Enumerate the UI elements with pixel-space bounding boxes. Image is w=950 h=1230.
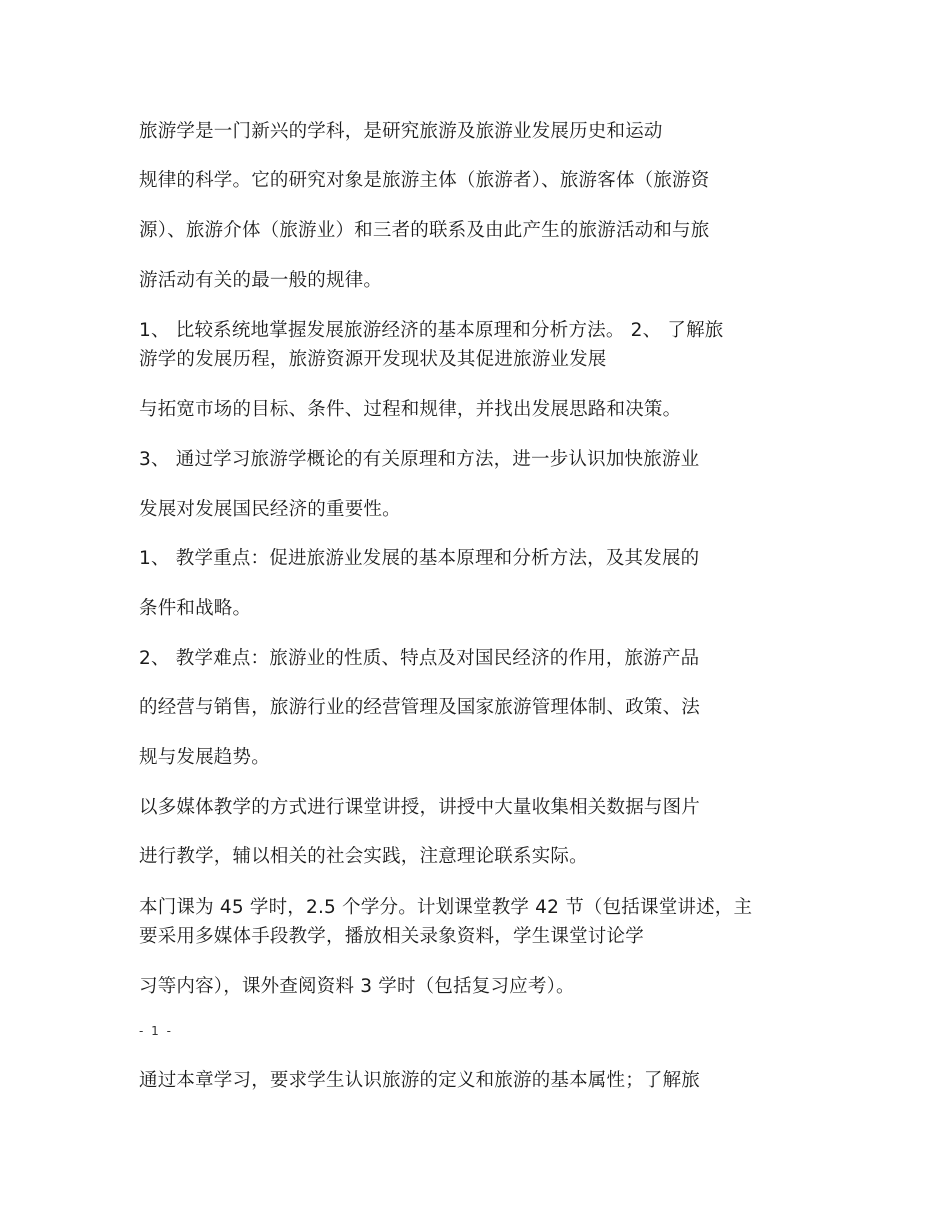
text-line: 1、 教学重点：促进旅游业发展的基本原理和分析方法，及其发展的 <box>139 548 700 569</box>
text-line: 规与发展趋势。 <box>139 747 270 768</box>
text-line: 要采用多媒体手段教学，播放相关录象资料，学生课堂讨论学 <box>139 926 644 947</box>
text-line: 源）、旅游介体（旅游业）和三者的联系及由此产生的旅游活动和与旅 <box>139 220 710 241</box>
text-line: 游学的发展历程，旅游资源开发现状及其促进旅游业发展 <box>139 349 607 370</box>
text-line: 与拓宽市场的目标、条件、过程和规律，并找出发展思路和决策。 <box>139 399 682 420</box>
text-line: 3、 通过学习旅游学概论的有关原理和方法，进一步认识加快旅游业 <box>139 449 700 470</box>
text-line: 发展对发展国民经济的重要性。 <box>139 499 401 520</box>
text-line: 旅游学是一门新兴的学科，是研究旅游及旅游业发展历史和运动 <box>139 121 663 142</box>
text-line: 游活动有关的最一般的规律。 <box>139 270 383 291</box>
text-line: 习等内容），课外查阅资料 3 学时（包括复习应考）。 <box>139 976 575 997</box>
text-line: 的经营与销售，旅游行业的经营管理及国家旅游管理体制、政策、法 <box>139 697 701 718</box>
text-line: 本门课为 45 学时，2.5 个学分。计划课堂教学 42 节（包括课堂讲述，主 <box>139 897 753 918</box>
text-line: 2、 教学难点：旅游业的性质、特点及对国民经济的作用，旅游产品 <box>139 648 700 669</box>
text-line: 通过本章学习，要求学生认识旅游的定义和旅游的基本属性；了解旅 <box>139 1070 701 1091</box>
text-line: 规律的科学。它的研究对象是旅游主体（旅游者）、旅游客体（旅游资 <box>139 170 710 191</box>
text-line: 条件和战略。 <box>139 598 252 619</box>
page-number: - 1 - <box>139 1024 173 1038</box>
text-line: 以多媒体教学的方式进行课堂讲授，讲授中大量收集相关数据与图片 <box>139 797 701 818</box>
text-line: 1、 比较系统地掌握发展旅游经济的基本原理和分析方法。 2、 了解旅 <box>139 320 724 341</box>
text-line: 进行教学，辅以相关的社会实践，注意理论联系实际。 <box>139 846 588 867</box>
